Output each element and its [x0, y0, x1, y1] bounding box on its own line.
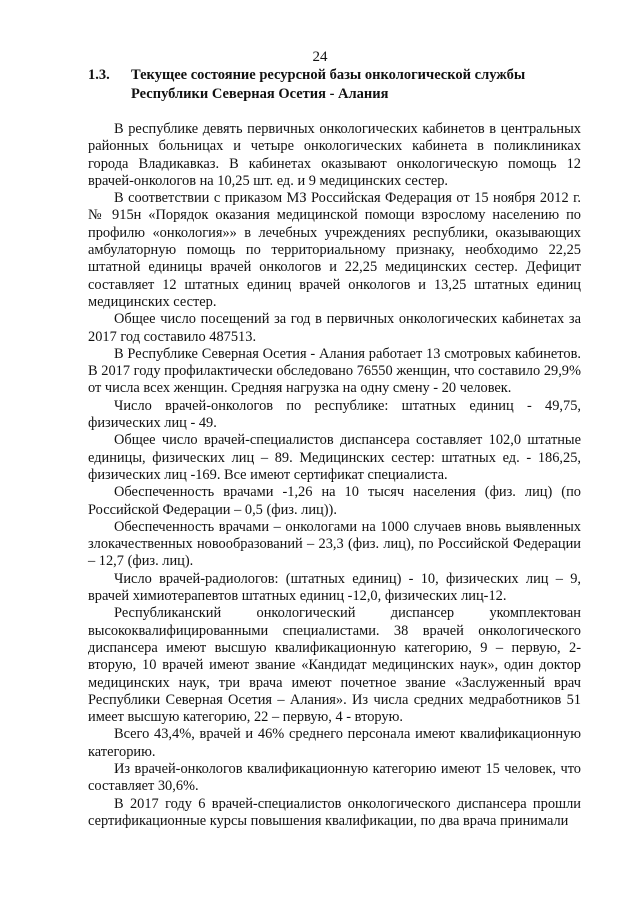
- paragraph: Из врачей-онкологов квалификационную категорию имеют 15 человек, что составляет 30,6%.: [88, 760, 581, 795]
- section-number: 1.3.: [88, 67, 110, 83]
- paragraph: Общее число врачей-специалистов диспансера составляет 102,0 штатные единицы, физических лиц – 89. Медицинских сестер: штатных ед. - 186,25, физических лиц -169. Все имеют сертификат специалиста.: [88, 432, 581, 483]
- paragraph: Республиканский онкологический диспансер укомплектован высококвалифицированными специалистами. 38 врачей онкологического диспансера имеют высшую квалификационную категорию, 9 – первую, 2- вторую, 10 врачей имеют звание «Кандидат медицинских наук», один доктор медицинских наук, три врача имеют почетное звание «Заслуженный врач Республики Северная Осетия – Алания». Из числа средних медработников 51 имеет высшую категорию, 22 – первую, 4 - вторую.: [88, 605, 581, 726]
- section-title: Текущее состояние ресурсной базы онкологической службы Республики Северная Осетия - Алания: [131, 67, 526, 102]
- paragraph: Обеспеченность врачами – онкологами на 1000 случаев вновь выявленных злокачественных новообразований – 23,3 (физ. лиц), по Российской Федерации – 12,7 (физ. лиц).: [88, 518, 581, 570]
- paragraph: Число врачей-радиологов: (штатных единиц) - 10, физических лиц – 9, врачей химиотерапевтов штатных единиц -12,0, физических лиц-12.: [88, 570, 581, 605]
- section-heading: [88, 66, 578, 104]
- paragraph: Всего 43,4%, врачей и 46% среднего персонала имеют квалификационную категорию.: [88, 726, 581, 760]
- paragraph: В Республике Северная Осетия - Алания работает 13 смотровых кабинетов. В 2017 году профилактически обследовано 76550 женщин, что составило 29,9% от числа всех женщин. Средняя нагрузка на одну смену - 20 человек.: [88, 345, 581, 397]
- paragraph: В республике девять первичных онкологических кабинетов в центральных районных больницах и четыре онкологических кабинета в поликлиниках города Владикавказ. В кабинетах оказывают онкологическую помощь 12 врачей-онкологов на 10,25 шт. ед. и 9 медицинских сестер.: [88, 121, 581, 189]
- paragraph: Число врачей-онкологов по республике: штатных единиц - 49,75, физических лиц - 49.: [88, 397, 581, 432]
- paragraph: В соответствии с приказом МЗ Российская Федерация от 15 ноября 2012 г. № 915н «Порядок оказания медицинской помощи взрослому населению по профилю «онкология»» в лечебных учреждениях республики, оказывающих амбулаторную помощь по территориальному признаку, необходимо 22,25 штатной единицы врачей онкологов и 22,25 медицинских сестер. Дефицит составляет 12 штатных единиц врачей онкологов и 13,25 штатных единиц медицинских сестер.: [88, 190, 581, 310]
- body-text: [88, 121, 581, 830]
- paragraph: Общее число посещений за год в первичных онкологических кабинетах за 2017 год составило 487513.: [88, 311, 581, 345]
- paragraph: В 2017 году 6 врачей-специалистов онкологического диспансера прошли сертификационные курсы повышения квалификации, по два врача принимали: [88, 795, 581, 829]
- page-number: 24: [312, 49, 328, 65]
- paragraph: Обеспеченность врачами -1,26 на 10 тысяч населения (физ. лиц) (по Российской Федерации – 0,5 (физ. лиц)).: [88, 484, 581, 518]
